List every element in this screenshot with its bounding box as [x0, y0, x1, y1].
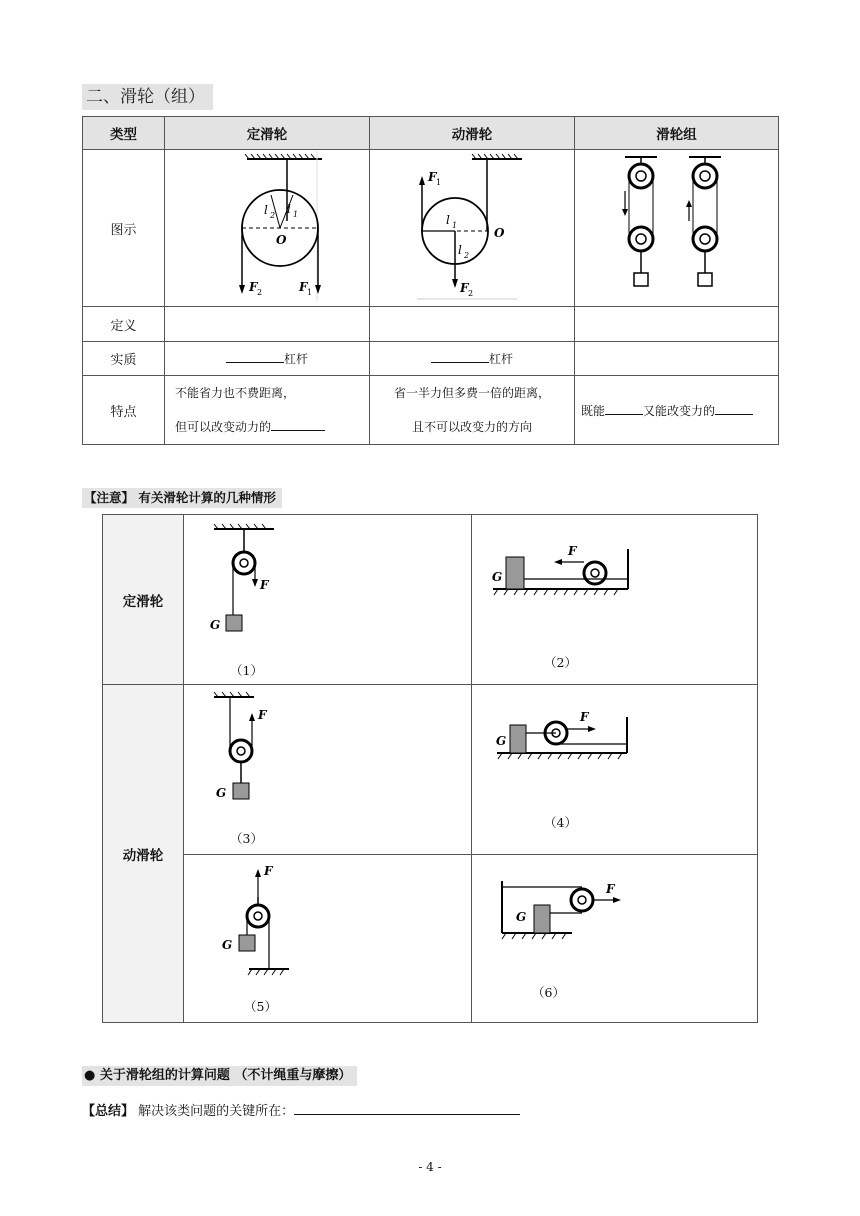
header-movable-pulley: 动滑轮 — [370, 117, 575, 150]
movable-essence-cell: 杠杆 — [370, 342, 575, 376]
pulley-block-diagram — [577, 151, 777, 301]
row-label-feature: 特点 — [83, 376, 165, 445]
summary-label: 【总结】 — [82, 1104, 135, 1119]
weight-label: G — [210, 618, 221, 632]
label-fixed-pulley: 定滑轮 — [103, 515, 184, 685]
svg-text:1: 1 — [307, 288, 313, 297]
case-2-diagram — [488, 529, 648, 609]
movable-essence-blank[interactable] — [431, 350, 489, 363]
movable-pulley-diagram-cell — [370, 150, 575, 307]
fixed-essence-blank[interactable] — [226, 350, 284, 363]
l1-label: l — [446, 213, 450, 227]
movable-feature-cell: 省一半力但多费一倍的距离， 且不可以改变力的方向 — [370, 376, 575, 445]
o-label: O — [276, 233, 287, 247]
fixed-pulley-diagram — [167, 151, 367, 301]
svg-text:1: 1 — [436, 178, 442, 187]
caption-4: （4） — [544, 815, 577, 830]
case-3-cell — [184, 685, 472, 855]
force-label: F — [606, 882, 615, 896]
o-label: O — [494, 226, 505, 240]
summary-text: 解决该类问题的关键所在： — [138, 1104, 295, 1119]
case-6-cell — [472, 855, 758, 1023]
f1-label: F — [299, 280, 308, 294]
case-2-cell — [472, 515, 758, 685]
svg-text:2: 2 — [270, 211, 276, 220]
case-6-diagram — [492, 873, 652, 943]
fixed-definition-cell — [165, 307, 370, 342]
note-title: 【注意】 有关滑轮计算的几种情形 — [82, 488, 282, 508]
caption-3: （3） — [230, 831, 263, 846]
weight-label: G — [516, 910, 527, 924]
force-label: F — [260, 578, 269, 592]
l2-label: l — [458, 243, 462, 257]
svg-text:2: 2 — [464, 251, 470, 260]
weight-label: G — [222, 938, 233, 952]
caption-5: （5） — [244, 999, 277, 1014]
pulley-block-diagram-cell — [575, 150, 779, 307]
force-label: F — [580, 710, 589, 724]
case-5-cell — [184, 855, 472, 1023]
weight-label: G — [216, 786, 227, 800]
block-definition-cell — [575, 307, 779, 342]
header-type: 类型 — [83, 117, 165, 150]
case-5-diagram — [214, 861, 334, 991]
movable-pulley-diagram — [372, 151, 572, 301]
fixed-feature-cell: 不能省力也不费距离， 但可以改变动力的 — [165, 376, 370, 445]
row-label-diagram: 图示 — [83, 150, 165, 307]
weight-label: G — [492, 570, 503, 584]
force-label: F — [568, 544, 577, 558]
summary-blank[interactable] — [294, 1102, 520, 1115]
l2-label: l — [264, 203, 268, 217]
svg-text:2: 2 — [257, 288, 263, 297]
case-4-cell — [472, 685, 758, 855]
svg-text:1: 1 — [293, 210, 299, 219]
block-essence-cell — [575, 342, 779, 376]
block-feature-blank-2[interactable] — [715, 402, 753, 415]
cases-table — [102, 514, 758, 1023]
section-title: 二、滑轮（组） — [82, 84, 213, 110]
page-number: - 4 - — [418, 1160, 442, 1174]
case-4-diagram — [492, 703, 652, 773]
force-label: F — [258, 708, 267, 722]
l1-label: l — [287, 202, 291, 216]
fixed-pulley-diagram-cell — [165, 150, 370, 307]
case-1-diagram — [204, 523, 324, 643]
f2-label: F — [249, 280, 258, 294]
header-pulley-block: 滑轮组 — [575, 117, 779, 150]
label-movable-pulley: 动滑轮 — [103, 685, 184, 1023]
header-fixed-pulley: 定滑轮 — [165, 117, 370, 150]
movable-definition-cell — [370, 307, 575, 342]
case-3-diagram — [204, 691, 324, 821]
caption-6: （6） — [532, 985, 565, 1000]
case-1-cell — [184, 515, 472, 685]
row-label-definition: 定义 — [83, 307, 165, 342]
f1-label: F — [428, 170, 437, 184]
calc-section-title: ● 关于滑轮组的计算问题 （不计绳重与摩擦） — [82, 1066, 357, 1086]
fixed-essence-cell: 杠杆 — [165, 342, 370, 376]
caption-2: （2） — [544, 655, 577, 670]
weight-label: G — [496, 734, 507, 748]
caption-1: （1） — [230, 663, 263, 678]
summary — [82, 1100, 520, 1119]
f2-label: F — [460, 281, 469, 295]
row-label-essence: 实质 — [83, 342, 165, 376]
svg-text:2: 2 — [468, 289, 474, 298]
block-feature-cell: 既能 又能改变力的 — [575, 376, 779, 445]
block-feature-blank-1[interactable] — [605, 402, 643, 415]
svg-text:1: 1 — [452, 221, 458, 230]
force-label: F — [264, 864, 273, 878]
fixed-feature-blank[interactable] — [271, 418, 325, 431]
pulley-table — [82, 116, 779, 445]
